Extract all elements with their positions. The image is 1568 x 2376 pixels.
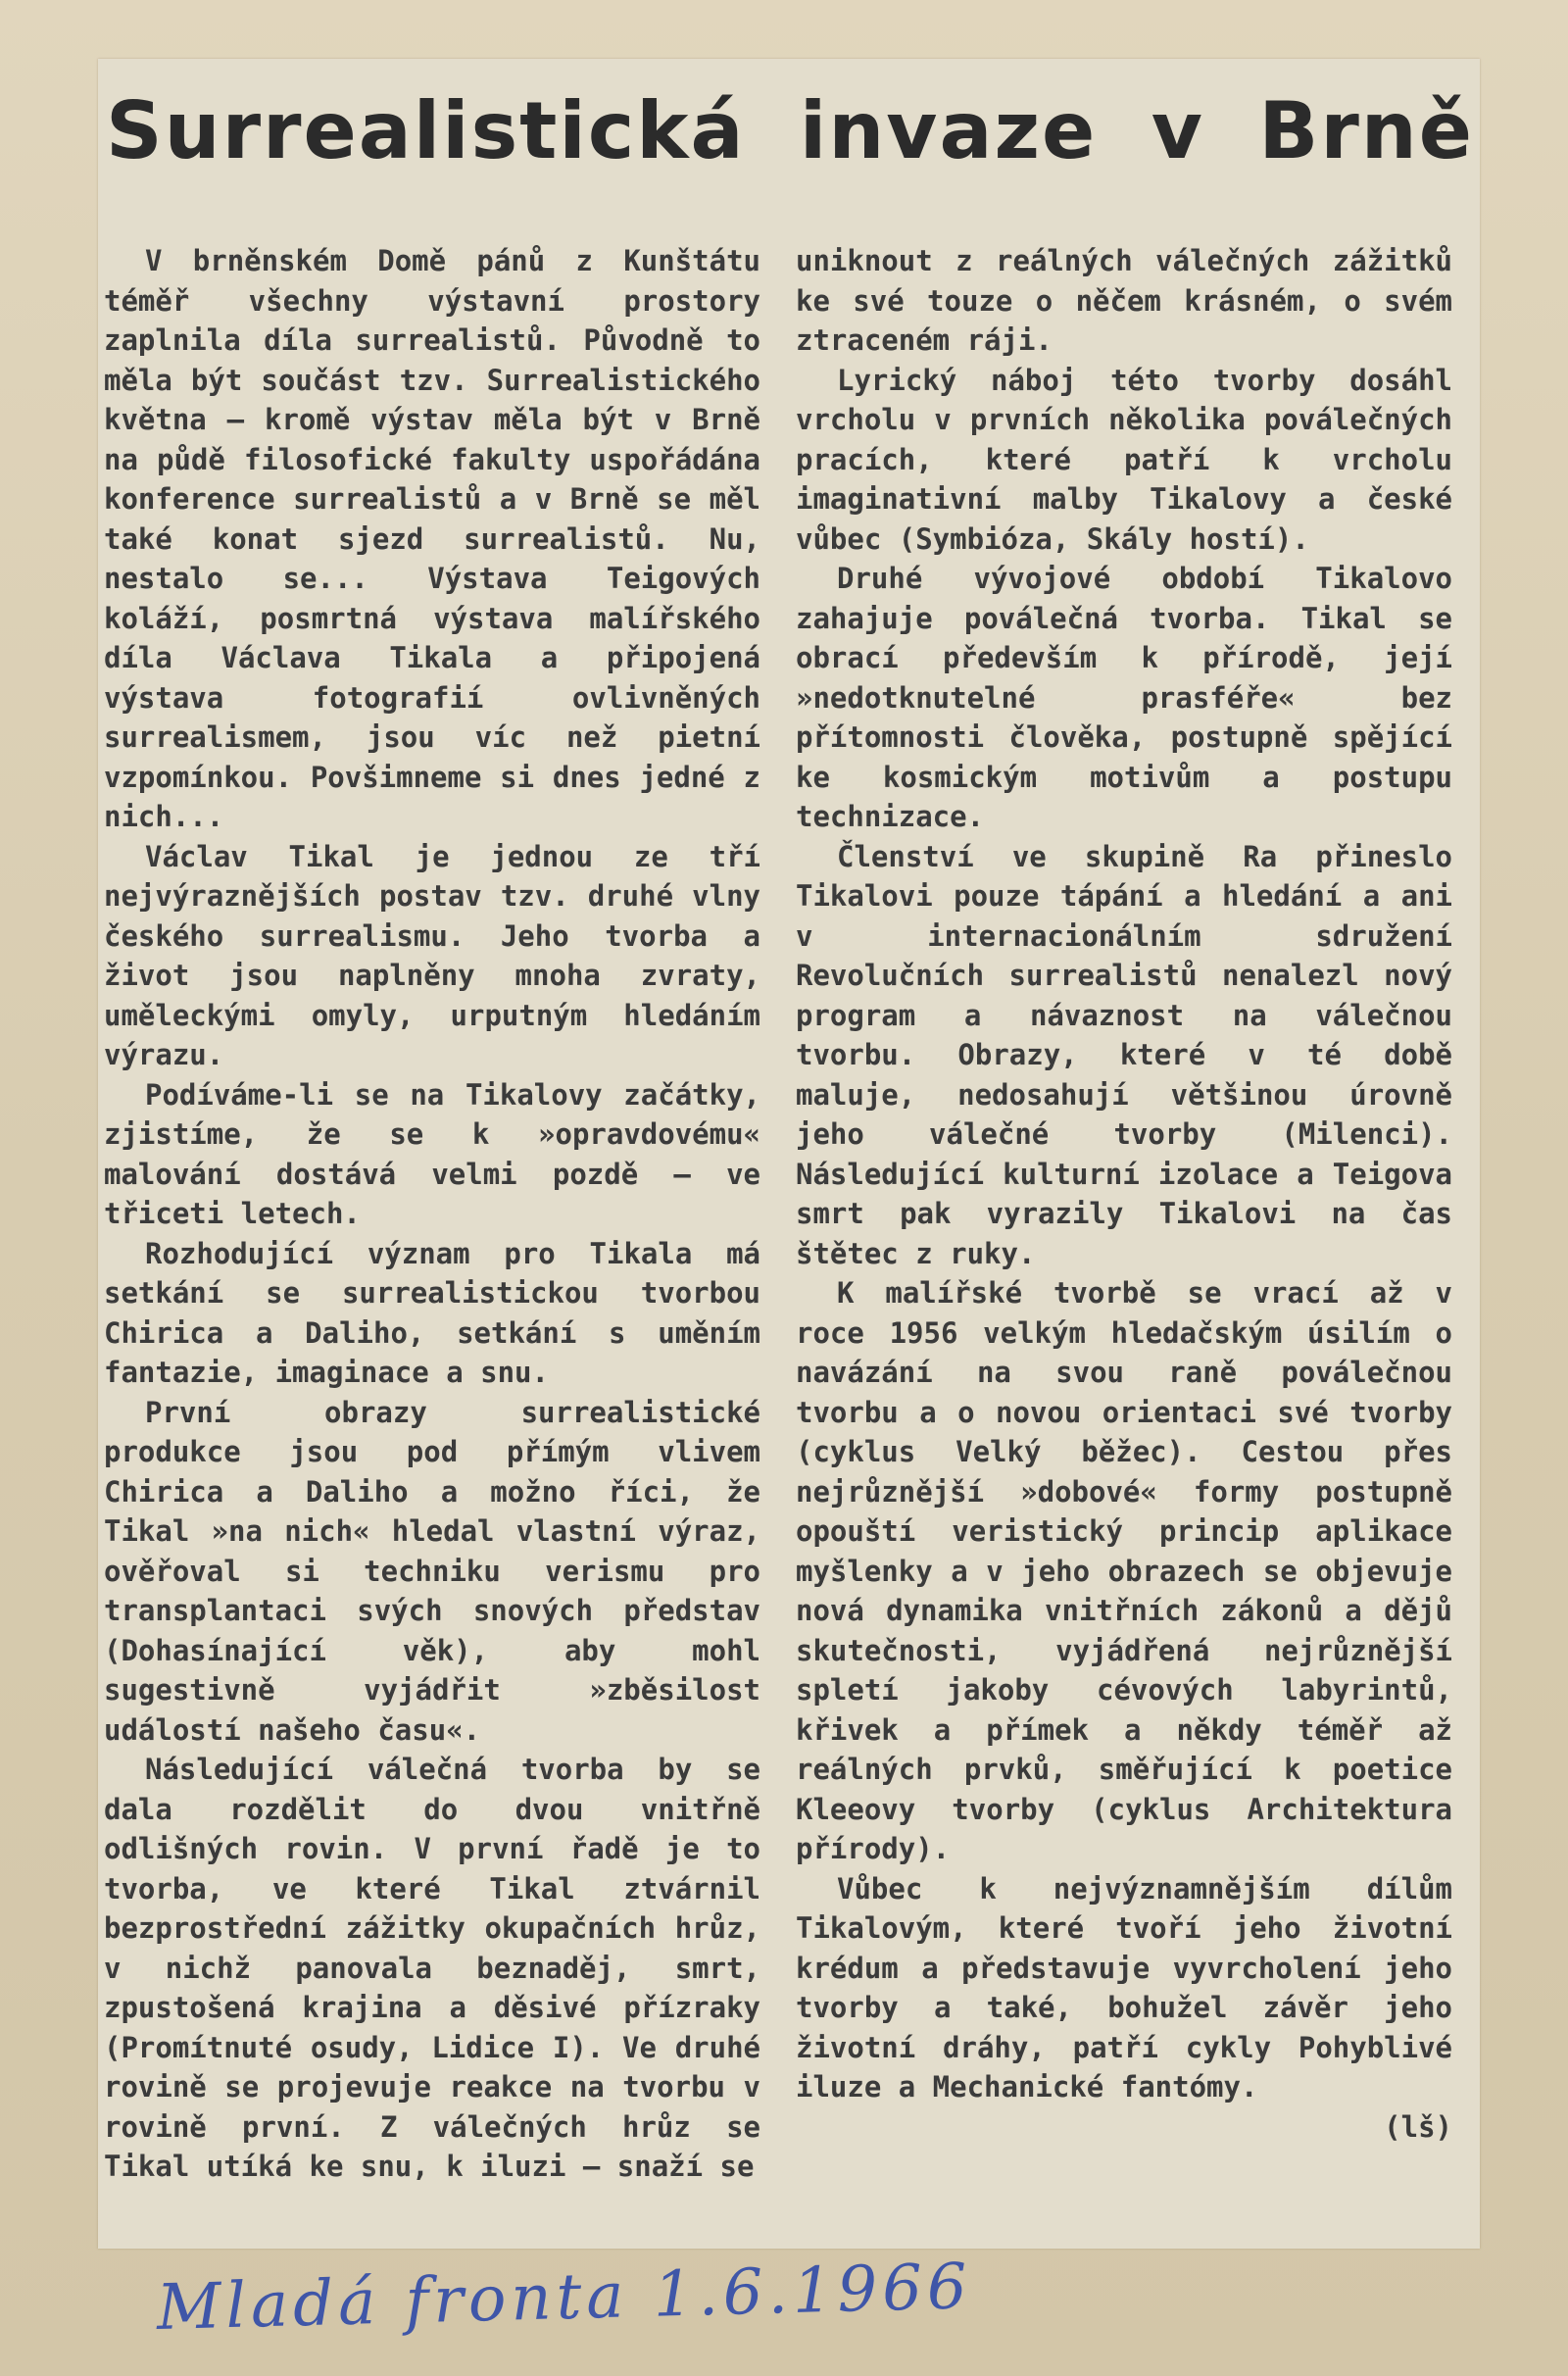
right-column	[796, 241, 1452, 2147]
author-mark: (lš)	[1384, 2109, 1452, 2144]
paragraph: V brněnském Domě pánů z Kunštátu téměř všechny výstavní prostory zaplnila díla surrealistů. Původně to měla být součást tzv. Surrealistického května — kromě výstav měla být v Brně na půdě filosofické fakulty uspořádána konference surrealistů a v Brně se měl také konat sjezd surrealistů. Nu, nestalo se... Výstava Teigových koláží, posmrtná výstava malířského díla Václava Tikala a připojená výstava fotografií ovlivněných surrealismem, jsou víc než pietní vzpomínkou. Povšimneme si dnes jedné z nich...	[104, 244, 760, 833]
paragraph: Václav Tikal je jednou ze tří nejvýraznějších postav tzv. druhé vlny českého surrealismu. Jeho tvorba a život jsou naplněny mnoha zvraty, uměleckými omyly, urputným hledáním výrazu.	[104, 839, 760, 1071]
paragraph: Rozhodující význam pro Tikala má setkání se surrealistickou tvorbou Chirica a Daliho, setkání s uměním fantazie, imaginace a snu.	[104, 1236, 760, 1389]
paragraph: První obrazy surrealistické produkce jsou pod přímým vlivem Chirica a Daliho a možno říci, že Tikal »na nich« hledal vlastní výraz, ověřoval si techniku verismu pro transplantaci svých snových představ (Dohasínající věk), aby mohl sugestivně vyjádřit »zběsilost událostí našeho času«.	[104, 1395, 760, 1747]
paragraph: Lyrický náboj této tvorby dosáhl vrcholu v prvních několika poválečných pracích, které patří k vrcholu imaginativní malby Tikalovy a české vůbec (Symbióza, Skály hostí).	[796, 363, 1452, 556]
newspaper-clipping	[98, 59, 1480, 2249]
paragraph: Podíváme-li se na Tikalovy začátky, zjistíme, že se k »opravdovému« malování dostává velmi pozdě — ve třiceti letech.	[104, 1077, 760, 1230]
paragraph: Vůbec k nejvýznamnějším dílům Tikalovým, které tvoří jeho životní krédum a představuje vyvrcholení jeho tvorby a také, bohužel závěr jeho životní dráhy, patří cykly Pohyblivé iluze a Mechanické fantómy.	[796, 1871, 1452, 2104]
paragraph: Členství ve skupině Ra přineslo Tikalovi pouze tápání a hledání a ani v internacionálním sdružení Revolučních surrealistů nenalezl nový program a návaznost na válečnou tvorbu. Obrazy, které v té době maluje, nedosahují většinou úrovně jeho válečné tvorby (Milenci). Následující kulturní izolace a Teigova smrt pak vyrazily Tikalovi na čas štětec z ruky.	[796, 839, 1452, 1270]
paragraph: K malířské tvorbě se vrací až v roce 1956 velkým hledačským úsilím o navázání na svou raně poválečnou tvorbu a o novou orientaci své tvorby (cyklus Velký běžec). Cestou přes nejrůznější »dobové« formy postupně opouští veristický princip aplikace myšlenky a v jeho obrazech se objevuje nová dynamika vnitřních zákonů a dějů skutečnosti, vyjádřená nejrůznější spletí jakoby cévových labyrintů, křivek a přímek a někdy téměř až reálných prvků, směřující k poetice Kleeovy tvorby (cyklus Architektura přírody).	[796, 1276, 1452, 1865]
left-column	[104, 241, 760, 2187]
paragraph: Následující válečná tvorba by se dala rozdělit do dvou vnitřně odlišných rovin. V první řadě je to tvorba, ve které Tikal ztvárnil bezprostřední zážitky okupačních hrůz, v nichž panovala beznaděj, smrt, zpustošená krajina a děsivé přízraky (Promítnuté osudy, Lidice I). Ve druhé rovině se projevuje reakce na tvorbu v rovině první. Z válečných hrůz se Tikal utíká ke snu, k iluzi — snaží se	[104, 1753, 760, 2183]
paragraph: uniknout z reálných válečných zážitků ke své touze o něčem krásném, o svém ztraceném ráji.	[796, 244, 1452, 357]
article-headline: Surrealistická invaze v Brně	[106, 85, 1474, 176]
paragraph: Druhé vývojové období Tikalovo zahajuje poválečná tvorba. Tikal se obrací především k přírodě, její »nedotknutelné prasféře« bez přítomnosti člověka, postupně spějící ke kosmickým motivům a postupu technizace.	[796, 562, 1452, 833]
handwritten-source-note: Mladá fronta 1.6.1966	[156, 2251, 973, 2345]
